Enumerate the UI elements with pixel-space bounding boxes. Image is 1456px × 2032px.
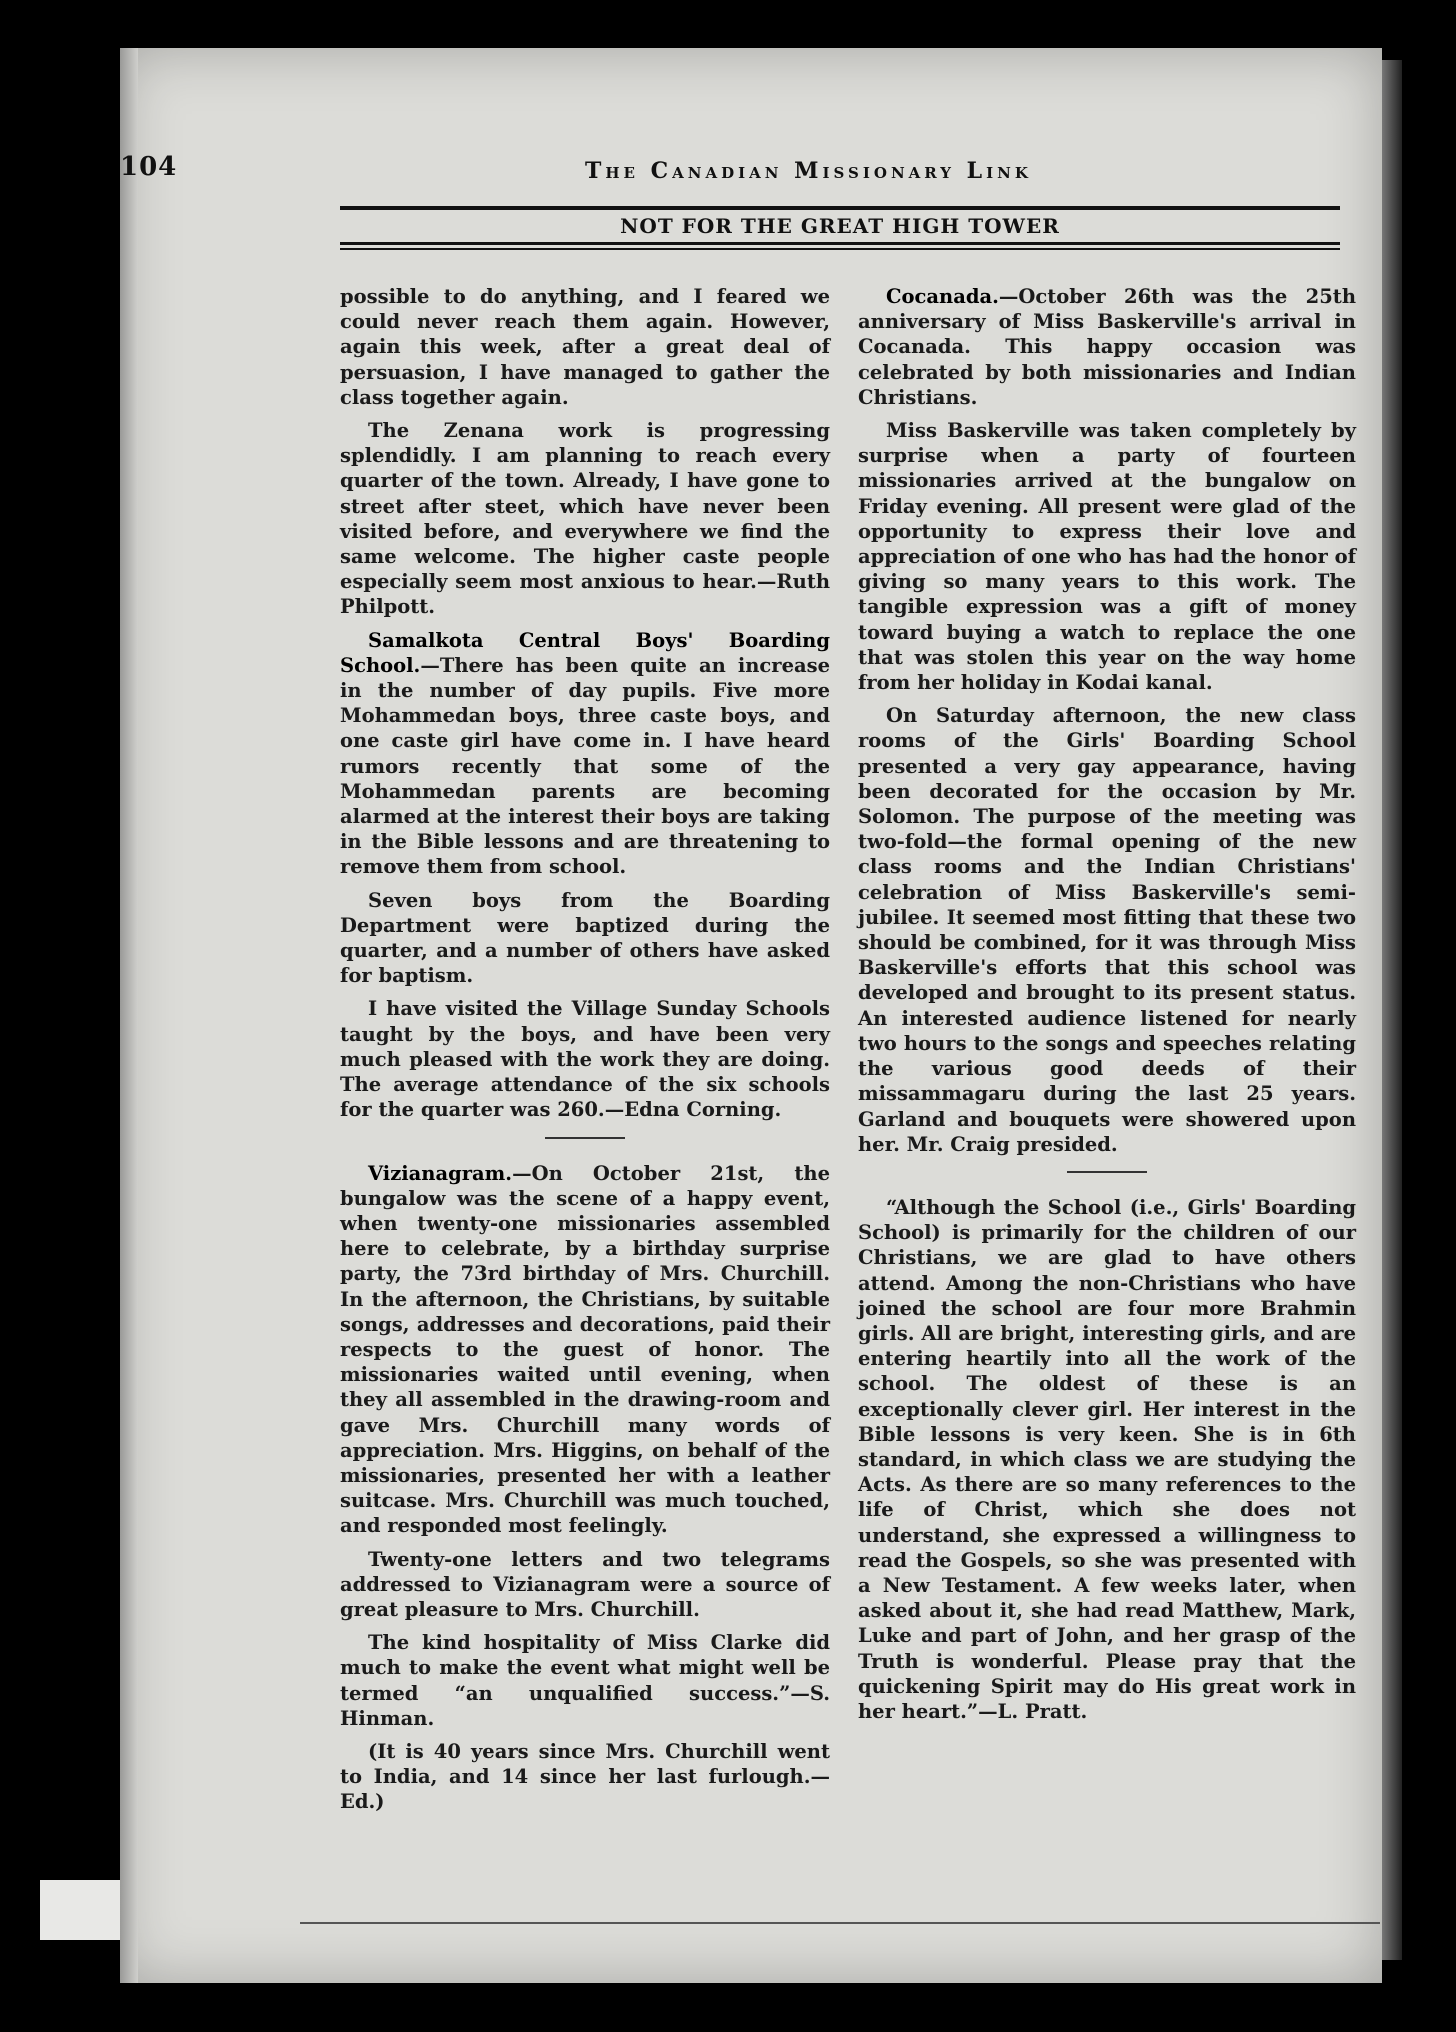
page-corner xyxy=(40,1880,120,1940)
header-rule-bottom xyxy=(340,242,1340,245)
section-divider xyxy=(545,1137,625,1139)
page-binding-edge xyxy=(120,48,138,1983)
section-banner: NOT FOR THE GREAT HIGH TOWER xyxy=(620,214,1060,238)
paragraph: I have visited the Village Sunday Schools taught by the boys, and have been very much pleased with the work they are doing. The average attendance of the six schools for the quarter was 260.—Edna Corning. xyxy=(340,997,830,1122)
footer-rule xyxy=(300,1922,1380,1924)
paragraph: The Zenana work is progressing splendidly. I am planning to reach every quarter of the town. Already, I have gone to street after steet, which have never been visited before, and everywhere we find the same welcome. The higher caste people especially seem most anxious to hear.—Ruth Philpott. xyxy=(340,419,830,619)
paragraph: On Saturday afternoon, the new class rooms of the Girls' Boarding School presented a very gay appearance, having been decorated for the occasion by Mr. Solomon. The purpose of the meeting was two-fold—the formal opening of the new class rooms and the Indian Christians' celebration of Miss Baskerville's semi-jubilee. It seemed most fitting that these two should be combined, for it was through Miss Baskerville's efforts that this school was developed and brought to its present status. An interested audience listened for nearly two hours to the songs and speeches relating the various good deeds of their missammagaru during the last 25 years. Garland and bouquets were showered upon her. Mr. Craig presided. xyxy=(858,704,1356,1156)
right-column xyxy=(858,284,1356,1732)
paragraph: The kind hospitality of Miss Clarke did much to make the event what might well be termed “an unqualified success.”—S. Hinman. xyxy=(340,1631,830,1730)
cocanada-paragraph xyxy=(858,284,1356,410)
paragraph: “Although the School (i.e., Girls' Boarding School) is primarily for the children of our Christians, we are glad to have others attend. Among the non-Christians who have joined the school are four more Brahmin girls. All are bright, interesting girls, and are entering heartily into all the work of the school. The oldest of these is an exceptionally clever girl. Her interest in the Bible lessons is very keen. She is in 6th standard, in which class we are studying the Acts. As there are so many references to the life of Christ, which she does not understand, she expressed a willingness to read the Gospels, so she was presented with a New Testament. A few weeks later, when asked about it, she had read Matthew, Mark, Luke and part of John, and her grasp of the Truth is wonderful. Please pray that the quickening Spirit may do His great work in her heart.”—L. Pratt. xyxy=(858,1195,1356,1723)
cocanada-heading: Cocanada. xyxy=(886,285,999,308)
cocanada-text: —October 26th was the 25th anniversary of Miss Baskerville's arrival in Cocanada. This happy occasion was celebrated by both missionaries and Indian Christians. xyxy=(858,285,1356,409)
paragraph: Twenty-one letters and two telegrams addressed to Vizianagram were a source of great pleasure to Mrs. Churchill. xyxy=(340,1547,830,1621)
paragraph: Miss Baskerville was taken completely by surprise when a party of fourteen missionaries arrived at the bungalow on Friday evening. All present were glad of the opportunity to express their love and appreciation of one who has had the honor of giving so many years to this work. The tangible expression was a gift of money toward buying a watch to replace the one that was stolen this year on the way home from her holiday in Kodai kanal. xyxy=(858,419,1356,695)
paragraph: possible to do anything, and I feared we could never reach them again. However, again this week, after a great deal of persuasion, I have managed to gather the class together again. xyxy=(340,285,830,409)
vizianagram-heading: Vizianagram. xyxy=(368,1161,513,1185)
journal-title: The Canadian Missionary Link xyxy=(585,158,1032,184)
section-divider xyxy=(1067,1171,1147,1173)
vizianagram-text: —On October 21st, the bungalow was the scene of a happy event, when twenty-one missionaries assembled here to celebrate, by a birthday surprise party, the 73rd birthday of Mrs. Churchill. In the afternoon, the Christians, by suitable songs, addresses and decorations, paid their respects to the guest of honor. The missionaries waited until evening, when they all assembled in the drawing-room and gave Mrs. Churchill many words of appreciation. Mrs. Higgins, on behalf of the missionaries, presented her with a leather suitcase. Mrs. Churchill was much touched, and responded most feelingly. xyxy=(340,1161,830,1538)
samalkota-paragraph xyxy=(340,628,830,880)
header-rule-bottom-thin xyxy=(340,248,1340,250)
samalkota-text: —There has been quite an increase in the number of day pupils. Five more Mohammedan boys, three caste boys, and one caste girl have come in. I have heard rumors recently that some of the Mohammedan parents are becoming alarmed at the interest their boys are taking in the Bible lessons and are threatening to remove them from school. xyxy=(340,653,830,879)
paragraph: Seven boys from the Boarding Department were baptized during the quarter, and a number of others have asked for baptism. xyxy=(340,888,830,988)
scan-border-strip xyxy=(1382,60,1402,1960)
paragraph: (It is 40 years since Mrs. Churchill went to India, and 14 since her last furlough.—Ed.) xyxy=(340,1739,830,1814)
left-column xyxy=(340,284,830,1823)
header-rule-top xyxy=(340,206,1340,210)
samalkota-heading: Samalkota Central Boys' Boarding School. xyxy=(340,628,830,677)
vizianagram-paragraph xyxy=(340,1161,830,1539)
page-number: 104 xyxy=(120,152,178,182)
